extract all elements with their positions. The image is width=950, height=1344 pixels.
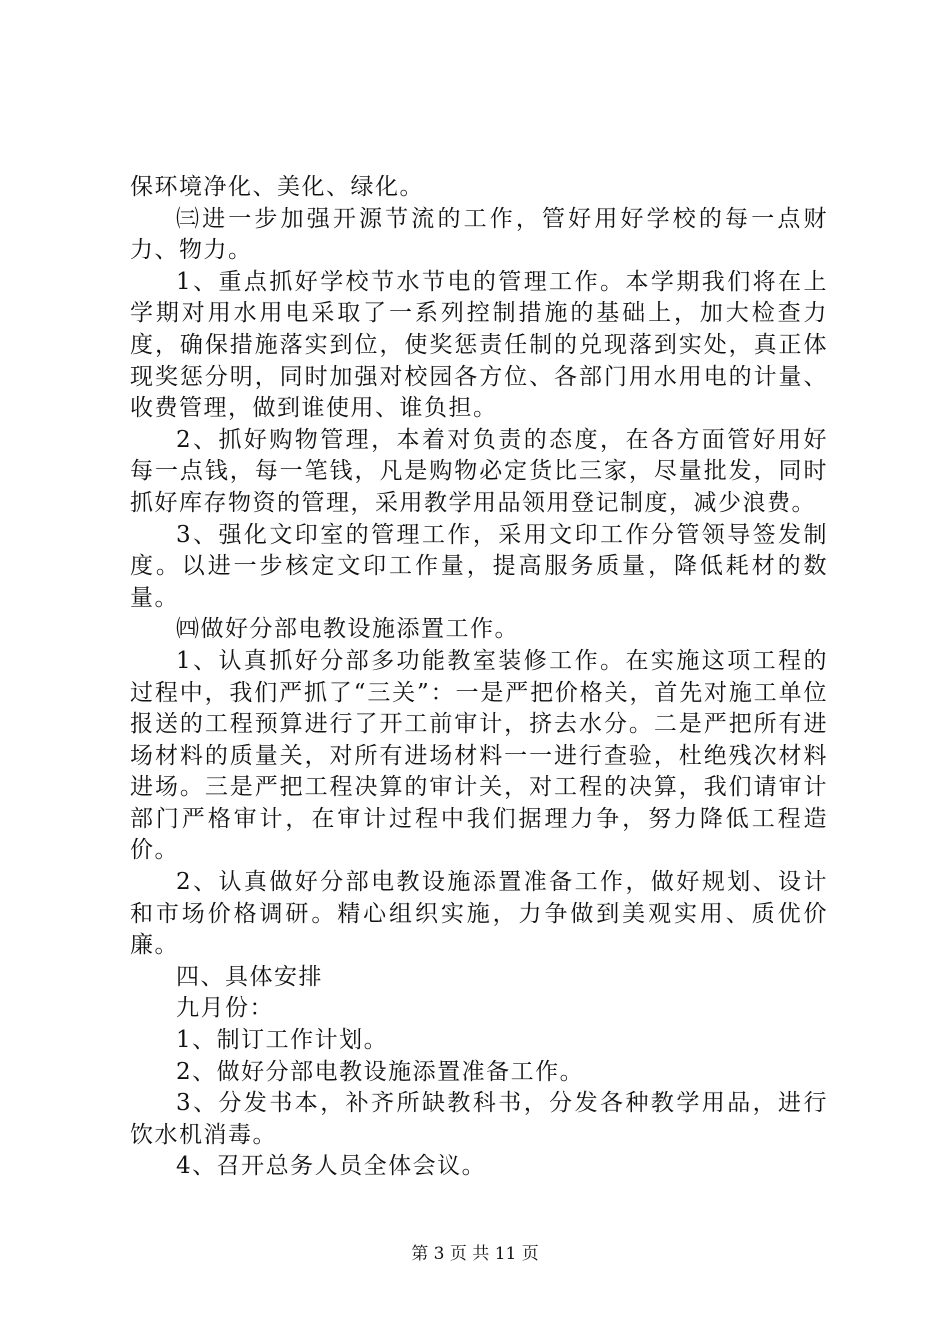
list-item: 2、做好分部电教设施添置准备工作。 (176, 1058, 585, 1085)
paragraph: 保环境净化、美化、绿化。 (130, 174, 424, 200)
section-heading: ㈣做好分部电教设施添置工作。 (176, 616, 519, 643)
list-item: 4、召开总务人员全体会议。 (176, 1153, 487, 1180)
page-number-footer: 第 3 页 共 11 页 (411, 1244, 539, 1264)
paragraph: 2、抓好购物管理，本着对负责的态度，在各方面管好用好每一点钱，每一笔钱，凡是购物必定货比三家，尽量批发，同时抓好库存物资的管理，采用教学用品领用登记制度，减少浪费。 (130, 426, 828, 516)
paragraph: 1、重点抓好学校节水节电的管理工作。本学期我们将在上学期对用水用电采取了一系列控制措施的基础上，加大检查力度，确保措施落实到位，使奖惩责任制的兑现落到实处，真正体现奖惩分明，同时加强对校园各方位、各部门用水用电的计量、收费管理，做到谁使用、谁负担。 (130, 268, 828, 422)
paragraph: 2、认真做好分部电教设施添置准备工作，做好规划、设计和市场价格调研。精心组织实施，力争做到美观实用、质优价廉。 (130, 869, 828, 959)
paragraph: 1、认真抓好分部多功能教室装修工作。在实施这项工程的过程中，我们严抓了“三关”：一是严把价格关，首先对施工单位报送的工程预算进行了开工前审计，挤去水分。二是严把所有进场材料的质量关，对所有进场材料一一进行查验，杜绝残次材料进场。三是严把工程决算的审计关，对工程的决算，我们请审计部门严格审计，在审计过程中我们据理力争，努力降低工程造价。 (130, 647, 828, 864)
list-item: 3、分发书本，补齐所缺教科书，分发各种教学用品，进行饮水机消毒。 (130, 1090, 828, 1148)
paragraph: ㈢进一步加强开源节流的工作，管好用好学校的每一点财力、物力。 (130, 205, 828, 264)
paragraph: 3、强化文印室的管理工作，采用文印工作分管领导签发制度。以进一步核定文印工作量，提高服务质量，降低耗材的数量。 (130, 521, 828, 611)
document-body (130, 172, 828, 1183)
subsection-heading: 九月份： (176, 995, 274, 1022)
section-heading: 四、具体安排 (176, 963, 323, 990)
list-item: 1、制订工作计划。 (176, 1027, 389, 1054)
